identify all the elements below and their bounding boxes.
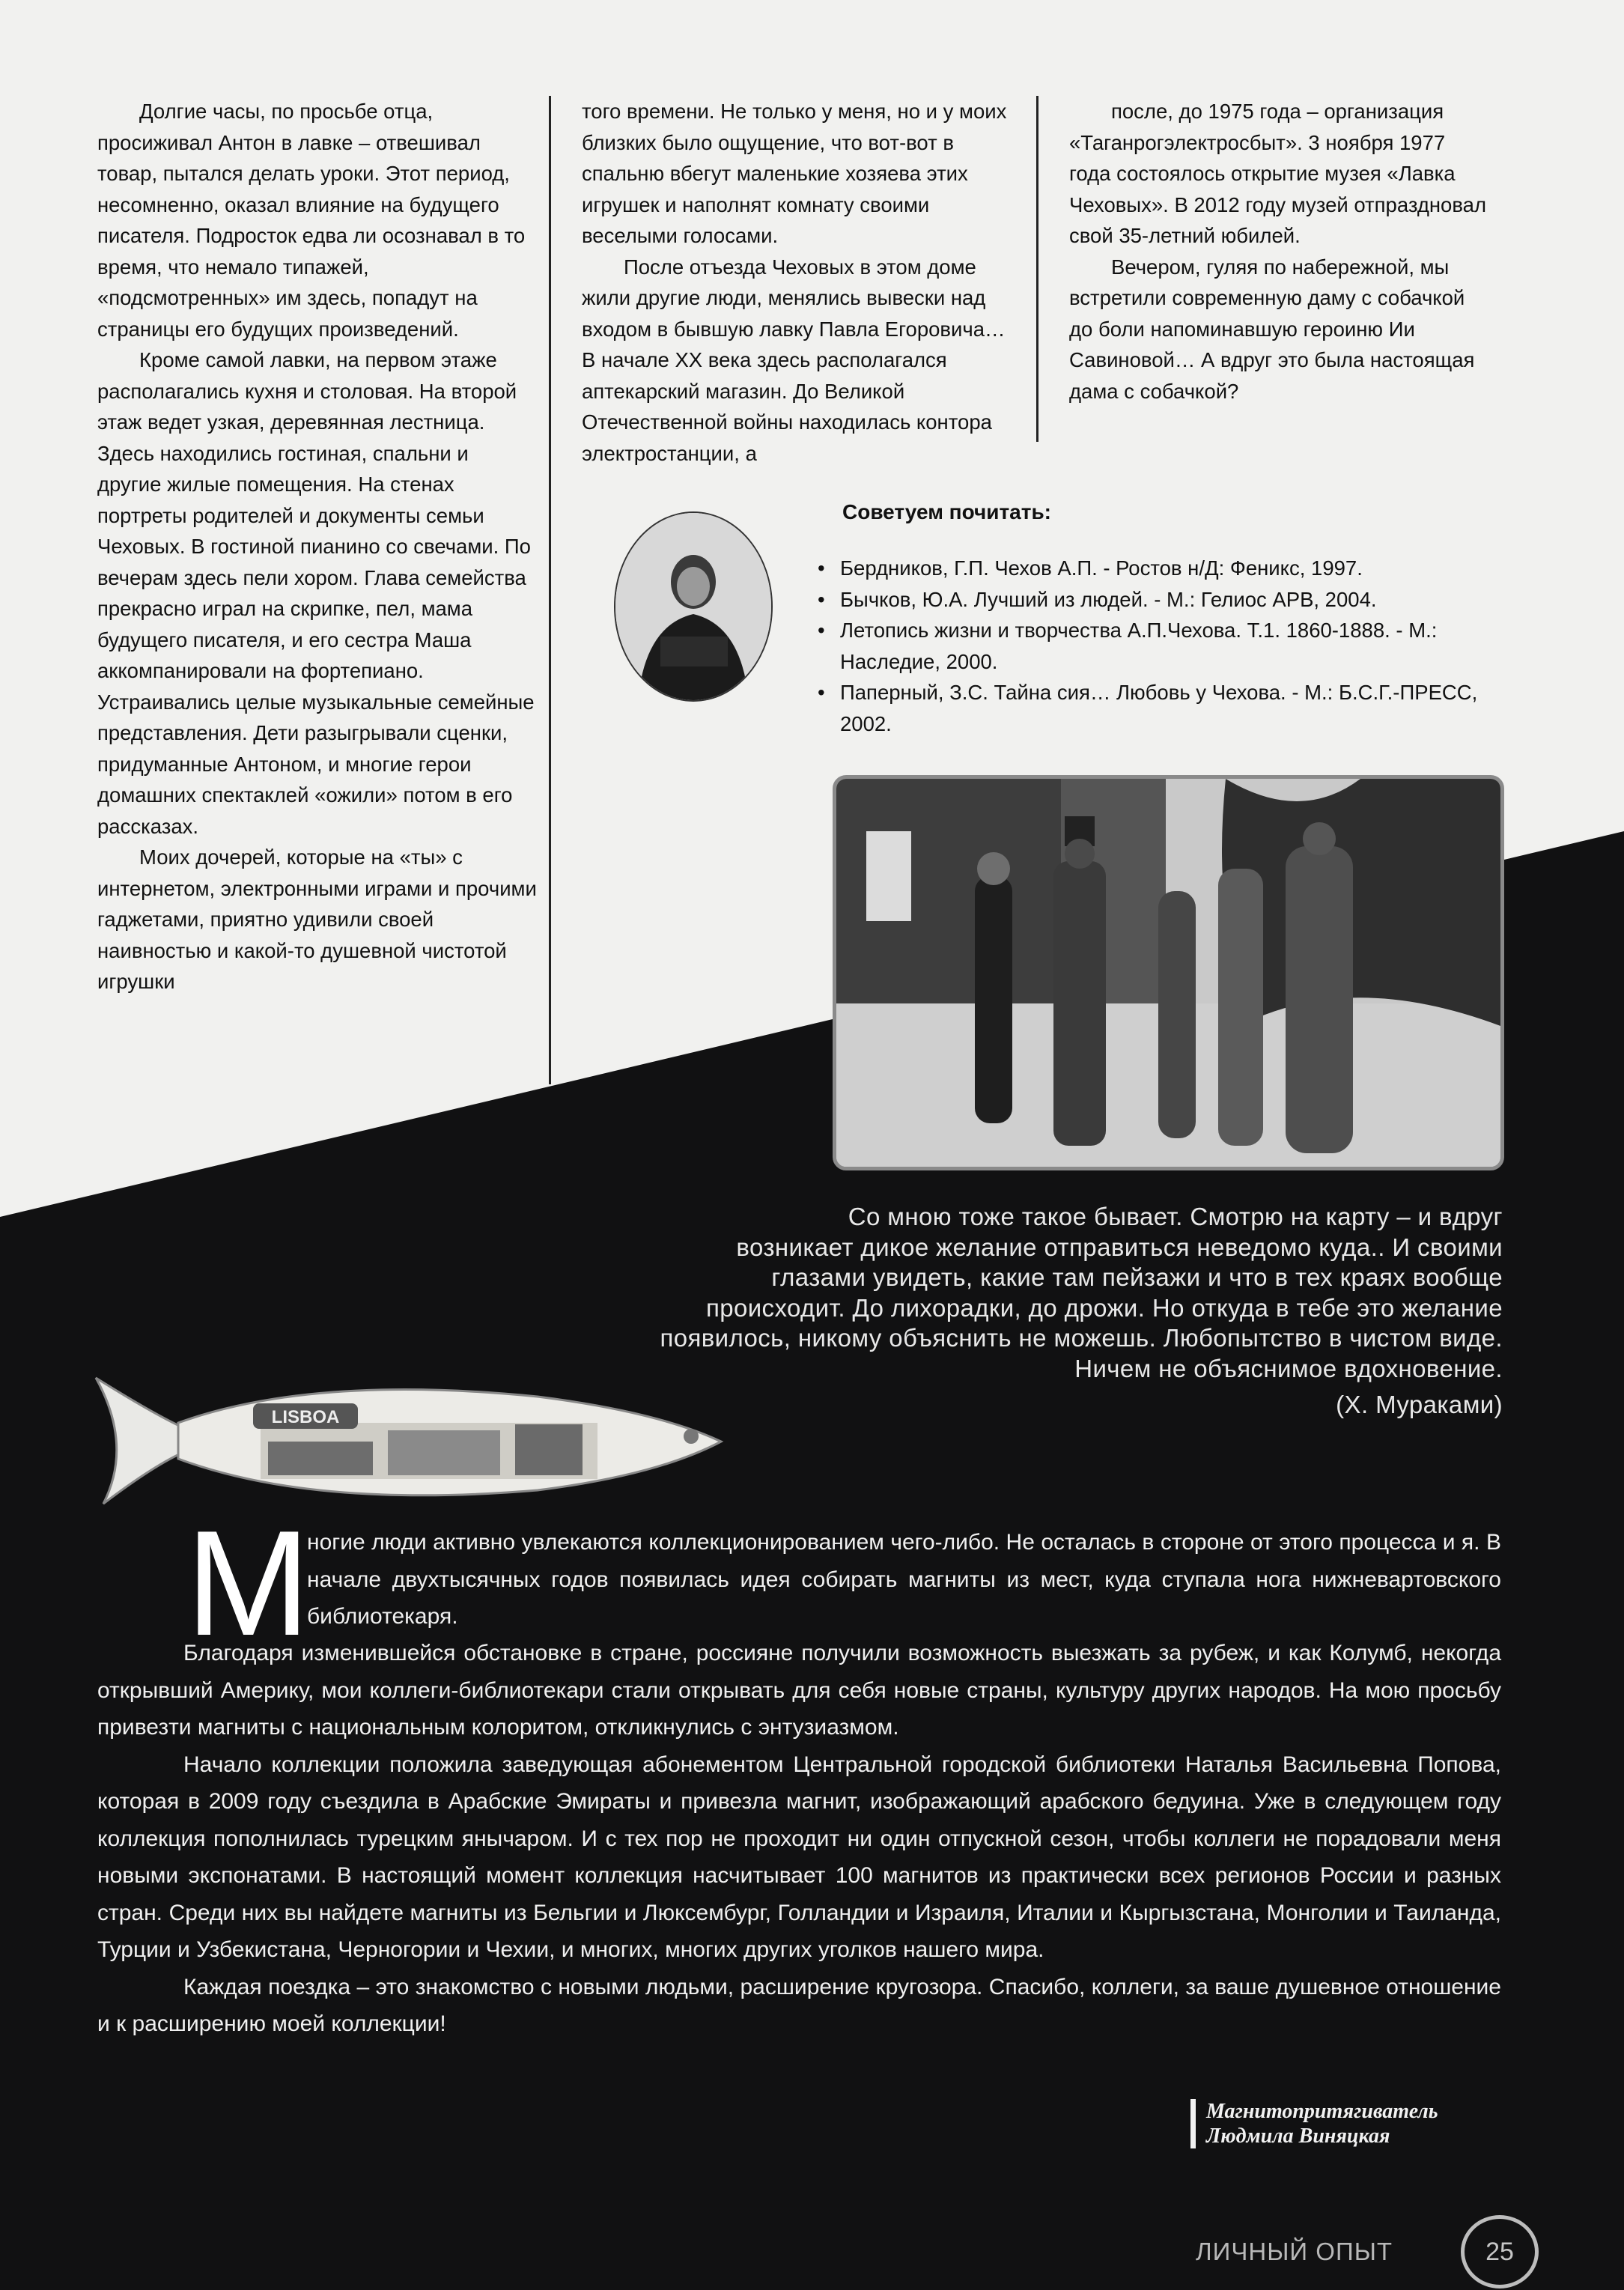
signature-title: Магнитопритягиватель bbox=[1206, 2100, 1438, 2123]
statue-photo bbox=[833, 775, 1504, 1170]
paragraph: Моих дочерей, которые на «ты» с интернетом, электронными играми и прочими гаджетами, приятно удивили своей наивностью и какой-то душевной чистотой игрушки bbox=[97, 845, 537, 993]
paragraph: Долгие часы, по просьбе отца, просиживал Антон в лавке – отвешивал товар, пытался делать уроки. Этот период, несомненно, оказал влияние на будущего писателя. Подросток едва ли осознавал в то время, что немало типажей, «подсмотренных» им здесь, попадут на страницы его будущих произведений. bbox=[97, 100, 526, 341]
article-body bbox=[97, 1635, 1501, 2043]
paragraph: Вечером, гуляя по набережной, мы встретили современную даму с собачкой до боли напоминавшую героиню Ии Савиновой… А вдруг это была настоящая дама с собачкой? bbox=[1069, 255, 1475, 403]
paragraph: того времени. Не только у меня, но и у моих близких было ощущение, что вот-вот в спальню вбегут маленькие хозяева этих игрушек и наполнят комнату своими веселыми голосами. bbox=[582, 100, 1007, 247]
column-divider bbox=[1036, 96, 1038, 442]
article-first-paragraph: ногие люди активно увлекаются коллекционированием чего-либо. Не осталась в стороне от этого процесса и я. В начале двухтысячных годов появилась идея собирать магниты из мест, куда ступала нога нижневартовского библиотекаря. bbox=[307, 1530, 1501, 1629]
paragraph: Благодаря изменившейся обстановке в стране, россияне получили возможность выезжать за рубеж, и как Колумб, некогда открывший Америку, мои коллеги-библиотекари стали открывать для себя новые страны, культуру других народов. На мою просьбу привезти магниты с национальным колоритом, откликнулись с энтузиазмом. bbox=[97, 1641, 1501, 1740]
quote-author: (Х. Мураками) bbox=[1336, 1391, 1503, 1418]
list-item: • Бердников, Г.П. Чехов А.П. - Ростов н/Д: Феникс, 1997. bbox=[818, 553, 1491, 584]
column-divider bbox=[549, 96, 551, 1084]
signature-name: Людмила Виняцкая bbox=[1206, 2125, 1390, 2148]
quote-line: Ничем не объяснимое вдохновение. bbox=[1074, 1354, 1503, 1382]
paragraph: Кроме самой лавки, на первом этаже располагались кухня и столовая. На второй этаж ведет узкая, деревянная лестница. Здесь находились гостиная, спальни и другие жилые помещения. На стенах портреты родителей и документы семьи Чеховых. В гостиной пианино со свечами. По вечерам здесь пели хором. Глава семейства прекрасно играл на скрипке, пел, мама будущего писателя, и его сестра Маша аккомпанировали на фортепиано. Устраивались целые музыкальные семейные представления. Дети разыгрывали сценки, придуманные Антоном, и многие герои домашних спектаклей «ожили» потом в его рассказах. bbox=[97, 348, 535, 838]
chekhov-portrait bbox=[614, 511, 773, 702]
quote-line: происходит. До лихорадки, до дрожи. Но откуда в тебе это желание bbox=[705, 1293, 1503, 1322]
paragraph: после, до 1975 года – организация «Таганрогэлектросбыт». 3 ноября 1977 года состоялось открытие музея «Лавка Чеховых». В 2012 году музей отпраздновал свой 35-летний юбилей. bbox=[1069, 100, 1486, 247]
list-item: • Бычков, Ю.А. Лучший из людей. - М.: Гелиос АРВ, 2004. bbox=[818, 584, 1491, 616]
list-item: • Паперный, З.С. Тайна сия… Любовь у Чехова. - М.: Б.С.Г.-ПРЕСС, 2002. bbox=[818, 677, 1491, 739]
magnet-label: LISBOA bbox=[271, 1407, 340, 1427]
list-item: • Летопись жизни и творчества А.П.Чехова. Т.1. 1860-1888. - М.: Наследие, 2000. bbox=[818, 615, 1491, 677]
signature bbox=[1190, 2099, 1438, 2148]
quote-line: Со мною тоже такое бывает. Смотрю на карту – и вдруг bbox=[848, 1203, 1503, 1230]
quote-line: глазами увидеть, какие там пейзажи и что в тех краях вообще bbox=[771, 1263, 1503, 1291]
quote-line: появилось, никому объяснить не можешь. Любопытство в чистом виде. bbox=[660, 1324, 1503, 1352]
paragraph: Начало коллекции положила заведующая абонементом Центральной городской библиотеки Наталья Васильевна Попова, которая в 2009 году съездила в Арабские Эмираты и привезла магнит, изображающий арабского бедуина. Уже в следующем году коллекция пополнилась турецким янычаром. И с тех пор не проходит ни один отпускной сезон, чтобы коллеги не порадовали меня новыми экспонатами. В настоящий момент коллекция насчитывает 100 магнитов из практически всех регионов России и разных стран. Среди них вы найдете магниты из Бельгии и Люксембург, Голландии и Израиля, Италии и Кыргызстана, Монголии и Таиланда, Турции и Узбекистана, Черногории и Чехии, и многих, многих других уголков нашего мира. bbox=[97, 1752, 1501, 1962]
column-left bbox=[97, 96, 538, 997]
page-number: 25 bbox=[1461, 2215, 1539, 2289]
column-right bbox=[1069, 96, 1488, 407]
fish-magnet-image bbox=[88, 1370, 729, 1509]
quote-line: возникает дикое желание отправиться неведомо куда.. И своими bbox=[736, 1233, 1503, 1261]
column-middle bbox=[582, 96, 1009, 469]
section-label: ЛИЧНЫЙ ОПЫТ bbox=[1196, 2238, 1393, 2265]
drop-cap: М bbox=[186, 1500, 311, 1667]
paragraph: Каждая поездка – это знакомство с новыми людьми, расширение кругозора. Спасибо, коллеги, за ваше душевное отношение и к расширению моей коллекции! bbox=[97, 1974, 1501, 2036]
paragraph: После отъезда Чеховых в этом доме жили другие люди, менялись вывески над входом в бывшую лавку Павла Егоровича… В начале XX века здесь располагался аптекарский магазин. До Великой Отечественной войны находилась контора электростанции, а bbox=[582, 255, 1006, 465]
reading-list bbox=[818, 553, 1491, 739]
reading-heading: Советуем почитать: bbox=[842, 500, 1052, 523]
